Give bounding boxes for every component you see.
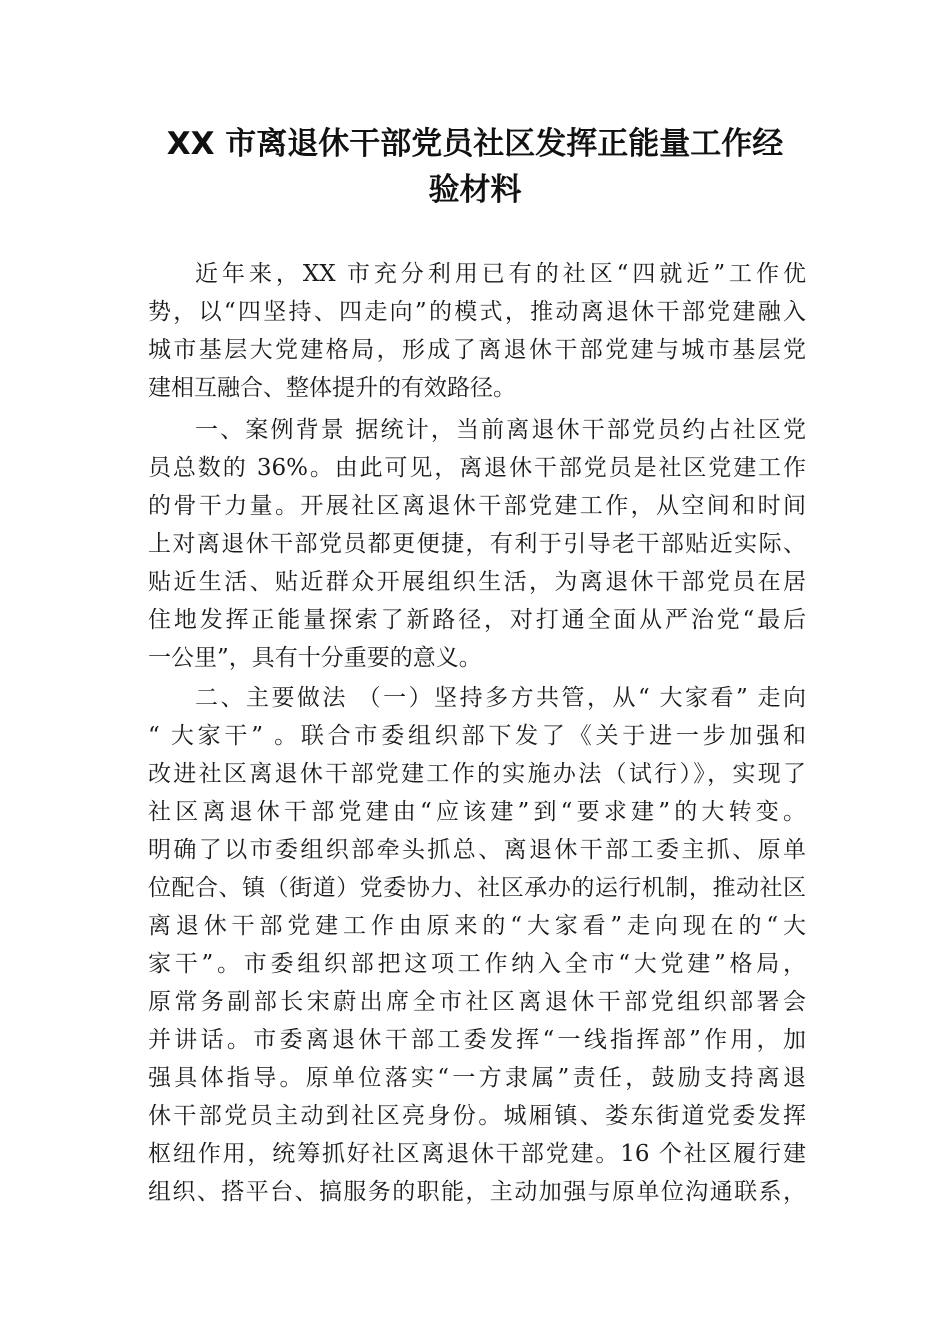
paragraph-line: 近年来，XX 市充分利用已有的社区“四就近”工作优 xyxy=(195,261,806,287)
paragraph-line: 一、案例背景 据统计，当前离退休干部党员约占社区党 xyxy=(195,417,806,443)
paragraph-line: 二、主要做法 （一）坚持多方共管，从“ 大家看” 走向 xyxy=(195,685,806,711)
paragraph-line: 贴近生活、贴近群众开展组织生活，为离退休干部党员在居 xyxy=(148,569,806,595)
paragraph-line: “ 大家干” 。联合市委组织部下发了《关于进一步加强和 xyxy=(148,723,806,749)
paragraph-line: 家干”。市委组织部把这项工作纳入全市“大党建”格局， xyxy=(148,951,806,977)
paragraph-line: 并讲话。市委离退休干部工委发挥“一线指挥部”作用，加 xyxy=(148,1027,806,1053)
paragraph-line: 上对离退休干部党员都更便捷，有利于引导老干部贴近实际、 xyxy=(148,531,806,557)
paragraph-line: 组织、搭平台、搞服务的职能，主动加强与原单位沟通联系， xyxy=(148,1179,806,1205)
paragraph-line: 位配合、镇（街道）党委协力、社区承办的运行机制，推动社区 xyxy=(148,875,806,901)
paragraph-line: 势，以“四坚持、四走向”的模式，推动离退休干部党建融入 xyxy=(148,299,806,325)
paragraph-line: 城市基层大党建格局，形成了离退休干部党建与城市基层党 xyxy=(148,337,806,363)
paragraph-line: 改进社区离退休干部党建工作的实施办法（试行）》，实现了 xyxy=(148,761,806,787)
paragraph-line: 休干部党员主动到社区亮身份。城厢镇、娄东街道党委发挥 xyxy=(148,1103,806,1129)
paragraph-line: 住地发挥正能量探索了新路径，对打通全面从严治党“最后 xyxy=(148,607,806,633)
paragraph-line: 社区离退休干部党建由“应该建”到“要求建”的大转变。 xyxy=(148,799,806,825)
paragraph-line: 明确了以市委组织部牵头抓总、离退休干部工委主抓、原单 xyxy=(148,837,806,863)
paragraph-line: 员总数的 36%。由此可见，离退休干部党员是社区党建工作 xyxy=(148,455,806,481)
paragraph-line: 强具体指导。原单位落实“一方隶属”责任，鼓励支持离退 xyxy=(148,1065,806,1091)
paragraph-line: 离退休干部党建工作由原来的“大家看”走向现在的“大 xyxy=(148,913,806,939)
paragraph-line: 原常务副部长宋蔚出席全市社区离退休干部党组织部署会 xyxy=(148,989,806,1015)
document-title-line-1: XX 市离退休干部党员社区发挥正能量工作经 xyxy=(166,126,784,162)
paragraph-line: 枢纽作用，统筹抓好社区离退休干部党建。16 个社区履行建 xyxy=(148,1141,806,1167)
paragraph-line: 建相互融合、整体提升的有效路径。 xyxy=(148,375,516,401)
paragraph-line: 一公里”，具有十分重要的意义。 xyxy=(148,645,482,671)
document-title-line-2: 验材料 xyxy=(428,172,522,208)
paragraph-line: 的骨干力量。开展社区离退休干部党建工作，从空间和时间 xyxy=(148,493,806,519)
